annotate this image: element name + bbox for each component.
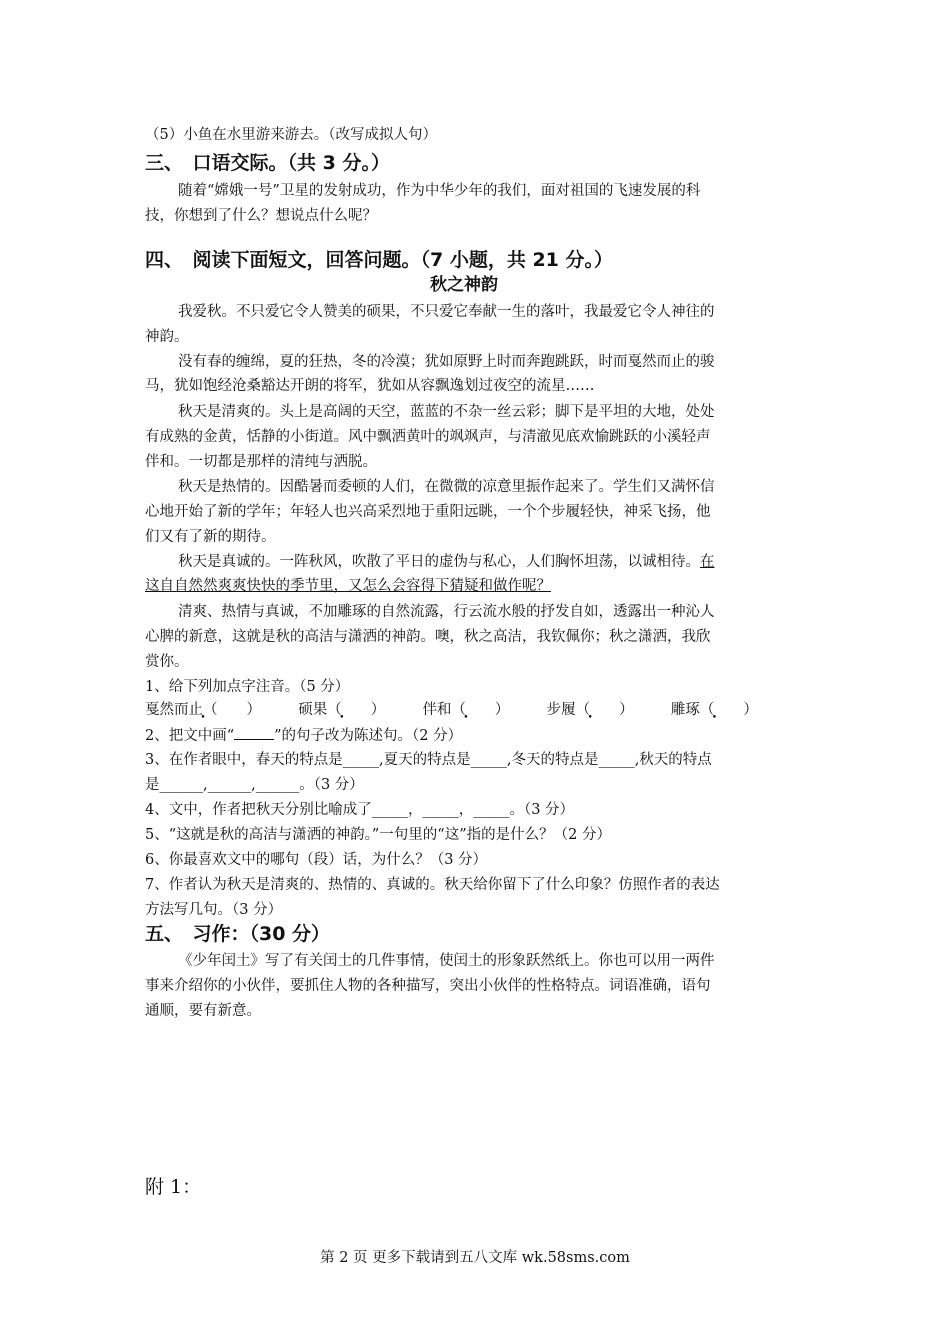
- word-item: 步履（ ） •: [547, 702, 634, 718]
- passage-text: 秋天是真诚的。一阵秋风，吹散了平日的虚伪与私心，人们胸怀坦荡，以诚相待。: [178, 554, 700, 570]
- passage-line: 心脾的新意，这就是秋的高洁与潇洒的神韵。噢，秋之高洁，我钦佩你；秋之潇洒，我欣: [145, 629, 711, 645]
- passage-line: 神韵。: [145, 329, 189, 345]
- page-footer: 第 2 页 更多下载请到五八文库 wk.58sms.com: [320, 1250, 630, 1266]
- section-3-text: 技，你想到了什么？想说点什么呢？: [145, 208, 377, 224]
- question-6: 6、你最喜欢文中的哪句（段）话，为什么？（3 分）: [145, 852, 488, 868]
- passage-line: 没有春的缠绵，夏的狂热，冬的冷漠；犹如原野上时而奔跑跳跃，时而戛然而止的骏: [178, 354, 715, 370]
- passage-line: 有成熟的金黄，恬静的小街道。风中飘洒黄叶的飒飒声，与清澈见底欢愉跳跃的小溪轻声: [145, 429, 711, 445]
- question-7: 方法写几句。（3 分）: [145, 902, 283, 918]
- pinyin-words: [145, 700, 758, 720]
- word-item: 戛然而止（ ） •: [145, 702, 261, 718]
- passage-line: 们又有了新的期待。: [145, 529, 276, 545]
- section-5-text: 事来介绍你的小伙伴，要抓住人物的各种描写，突出小伙伴的性格特点。词语准确，语句: [145, 978, 711, 994]
- passage-line: 秋天是热情的。因酷暑而委顿的人们，在微微的凉意里振作起来了。学生们又满怀信: [178, 479, 715, 495]
- passage-line: [178, 552, 715, 572]
- question-7: 7、作者认为秋天是清爽的、热情的、真诚的。秋天给你留下了什么印象？仿照作者的表达: [145, 877, 720, 893]
- section-5-text: 《少年闰土》写了有关闰土的几件事情，使闰土的形象跃然纸上。你也可以用一两件: [178, 953, 715, 969]
- passage-title: 秋之神韵: [430, 275, 498, 295]
- word-item: 伴和（ ） •: [422, 702, 509, 718]
- passage-line: 我爱秋。不只爱它令人赞美的硕果，不只爱它奉献一生的落叶，我最爱它令人神往的: [178, 304, 715, 320]
- section-5-text: 通顺，要有新意。: [145, 1003, 261, 1019]
- question-2: [145, 726, 462, 746]
- section-3-text: 随着“嫦娥一号”卫星的发射成功，作为中华少年的我们，面对祖国的飞速发展的科: [178, 183, 701, 199]
- question-2-text: ”的句子改为陈述句。（2 分）: [274, 728, 463, 744]
- question-3: 是______,______,______。（3 分）: [145, 777, 364, 793]
- passage-line: 赏你。: [145, 654, 189, 670]
- passage-line: 伴和。一切都是那样的清纯与洒脱。: [145, 454, 377, 470]
- question-2-text: 2、把文中画“: [145, 728, 235, 744]
- underlined-sentence: 在: [700, 554, 715, 570]
- passage-line: 马，犹如饱经沧桑豁达开朗的将军，犹如从容飘逸划过夜空的流星……: [145, 378, 595, 394]
- underline-mark: [234, 727, 274, 740]
- question-5: 5、“这就是秋的高洁与潇洒的神韵。”一句里的“这”指的是什么？（2 分）: [145, 827, 611, 843]
- word-item: 硕果（ ） •: [298, 702, 385, 718]
- underlined-sentence: 这自自然然爽爽快快的季节里，又怎么会容得下猜疑和做作呢？: [145, 578, 551, 594]
- passage-line: 心地开始了新的学年；年轻人也兴高采烈地于重阳远眺，一个个步履轻快，神采飞扬，他: [145, 504, 711, 520]
- passage-line: 秋天是清爽的。头上是高阔的天空，蓝蓝的不杂一丝云彩；脚下是平坦的大地，处处: [178, 404, 715, 420]
- section-5-heading: 五、 习作：（30 分）: [145, 923, 331, 945]
- question-1: 1、给下列加点字注音。（5 分）: [145, 679, 350, 695]
- appendix-label: 附 1：: [145, 1176, 202, 1198]
- passage-line: 清爽、热情与真诚，不加雕琢的自然流露，行云流水般的抒发自如，透露出一种沁人: [178, 604, 715, 620]
- rewrite-question-5: （5）小鱼在水里游来游去。（改写成拟人句）: [145, 127, 437, 143]
- word-item: 雕琢（ ） •: [671, 702, 758, 718]
- section-4-heading: 四、 阅读下面短文，回答问题。（7 小题，共 21 分。）: [145, 249, 614, 271]
- question-3: 3、在作者眼中，春天的特点是_____,夏天的特点是_____,冬天的特点是_____,秋天的特点: [145, 752, 712, 768]
- question-4: 4、文中，作者把秋天分别比喻成了_____，_____，_____。（3 分）: [145, 802, 575, 818]
- section-3-heading: 三、 口语交际。（共 3 分。）: [145, 152, 390, 174]
